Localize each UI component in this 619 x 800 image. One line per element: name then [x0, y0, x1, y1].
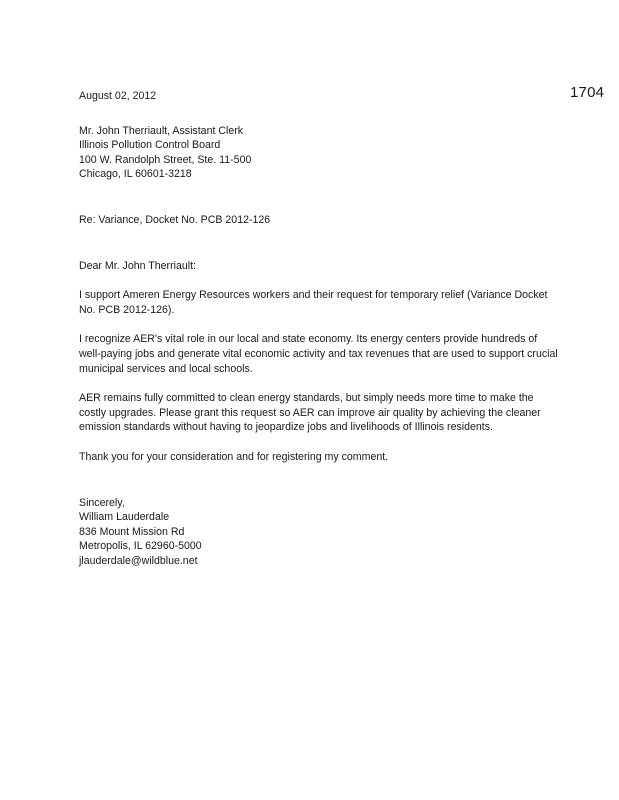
letter-body [79, 89, 559, 568]
subject-line: Re: Variance, Docket No. PCB 2012-126 [79, 213, 271, 226]
recipient-line: Illinois Pollution Control Board [79, 139, 221, 152]
sender-street: 836 Mount Mission Rd [79, 525, 185, 538]
thank-you-paragraph: Thank you for your consideration and for registering my comment. [79, 450, 389, 463]
recipient-line: Chicago, IL 60601-3218 [79, 168, 192, 181]
letter-date: August 02, 2012 [79, 90, 157, 102]
recipient-line: 100 W. Randolph Street, Ste. 11-500 [79, 153, 252, 166]
body-paragraph: I support Ameren Energy Resources workers and their request for temporary relief (Variance Docket No. PCB 2012-126). [79, 289, 548, 316]
valediction: Sincerely, [79, 496, 125, 509]
salutation: Dear Mr. John Therriault: [79, 259, 196, 272]
sender-email: jlauderdale@wildblue.net [79, 554, 198, 567]
body-paragraph: I recognize AER's vital role in our local and state economy. Its energy centers provide hundreds of well-paying jobs and generate vital economic activity and tax revenues that are used to support crucial municipal services and local schools. [79, 333, 558, 375]
sender-name: William Lauderdale [79, 511, 170, 524]
recipient-line: Mr. John Therriault, Assistant Clerk [79, 124, 244, 137]
body-paragraph: AER remains fully committed to clean energy standards, but simply needs more time to make the costly upgrades. Please grant this request so AER can improve air quality by achieving the cleaner emission standards without having to jeopardize jobs and livelihoods of Illinois residents. [79, 392, 541, 434]
signature-block [79, 496, 559, 569]
document-number: 1704 [570, 84, 605, 101]
recipient-address [79, 124, 559, 182]
sender-city: Metropolis, IL 62960-5000 [79, 540, 202, 553]
